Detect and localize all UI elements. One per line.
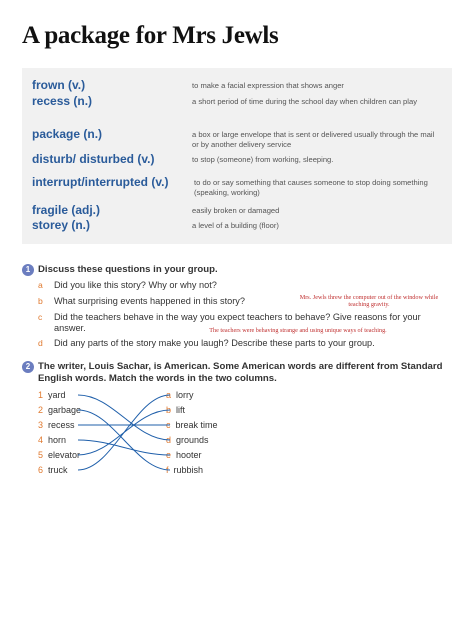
question-text: Did any parts of the story make you laugh? Describe these parts to your group. (54, 338, 375, 348)
handwritten-answer-c: The teachers were behaving strange and using unique ways of teaching. (209, 327, 387, 334)
item-letter: a (166, 390, 172, 400)
item-word: lift (176, 405, 186, 415)
question-text: Did the teachers behave in the way you expect teachers to behave? Give reasons for your answer. (54, 312, 421, 333)
item-number: 1 (38, 390, 44, 400)
item-number: 4 (38, 435, 44, 445)
item-number: 6 (38, 465, 44, 475)
question-letter: d (38, 338, 43, 348)
item-word: hooter (176, 450, 202, 460)
vocab-term: storey (n.) (32, 218, 91, 232)
item-word: truck (48, 465, 68, 475)
item-word: recess (48, 420, 75, 430)
exercise-number-badge: 2 (22, 361, 34, 373)
item-word: garbage (48, 405, 82, 415)
item-letter: f (166, 465, 169, 475)
question-letter: c (38, 312, 43, 322)
item-number: 2 (38, 405, 44, 415)
vocab-term: disturb/ disturbed (v.) (32, 152, 155, 166)
item-letter: b (166, 405, 172, 415)
vocab-definition: a box or large envelope that is sent or delivered usually through the mail or by another delivery service (192, 130, 435, 150)
item-word: yard (48, 390, 66, 400)
item-word: lorry (176, 390, 194, 400)
question-text: Did you like this story? Why or why not? (54, 280, 217, 290)
vocab-term: fragile (adj.) (32, 203, 101, 217)
vocab-definition: a level of a building (floor) (192, 221, 279, 230)
item-letter: e (166, 450, 172, 460)
item-word: grounds (176, 435, 209, 445)
exercise-heading: The writer, Louis Sachar, is American. Some American words are different from Standard English words. Match the words in the two columns. (38, 361, 443, 384)
vocab-definition: to make a facial expression that shows anger (192, 81, 344, 90)
question-letter: a (38, 280, 43, 290)
item-word: break time (175, 420, 218, 430)
item-number: 3 (38, 420, 44, 430)
vocab-definition: to stop (someone) from working, sleeping. (192, 155, 334, 164)
vocab-term: frown (v.) (32, 78, 86, 92)
exercise-heading: Discuss these questions in your group. (38, 264, 218, 275)
vocab-term: package (n.) (32, 127, 103, 141)
item-number: 5 (38, 450, 44, 460)
item-word: elevator (48, 450, 81, 460)
page-title: A package for Mrs Jewls (22, 22, 279, 49)
vocab-definition: easily broken or damaged (192, 206, 280, 215)
vocab-term: recess (n.) (32, 94, 93, 108)
match-line (78, 410, 170, 470)
handwritten-answer-b: Mrs. Jewls threw the computer out of the window while teaching gravity. (299, 294, 439, 308)
exercise-number-badge: 1 (22, 264, 34, 276)
item-word: horn (48, 435, 67, 445)
item-letter: d (166, 435, 172, 445)
vocab-definition: to do or say something that causes someone to stop doing something (speaking, working) (194, 178, 428, 198)
vocab-term: interrupt/interrupted (v.) (32, 175, 169, 189)
question-letter: b (38, 296, 43, 306)
match-line (78, 395, 170, 470)
vocab-definition: a short period of time during the school day when children can play (192, 97, 417, 106)
question-text: What surprising events happened in this story? (54, 296, 245, 306)
item-letter: c (166, 420, 171, 430)
item-word: rubbish (173, 465, 204, 475)
